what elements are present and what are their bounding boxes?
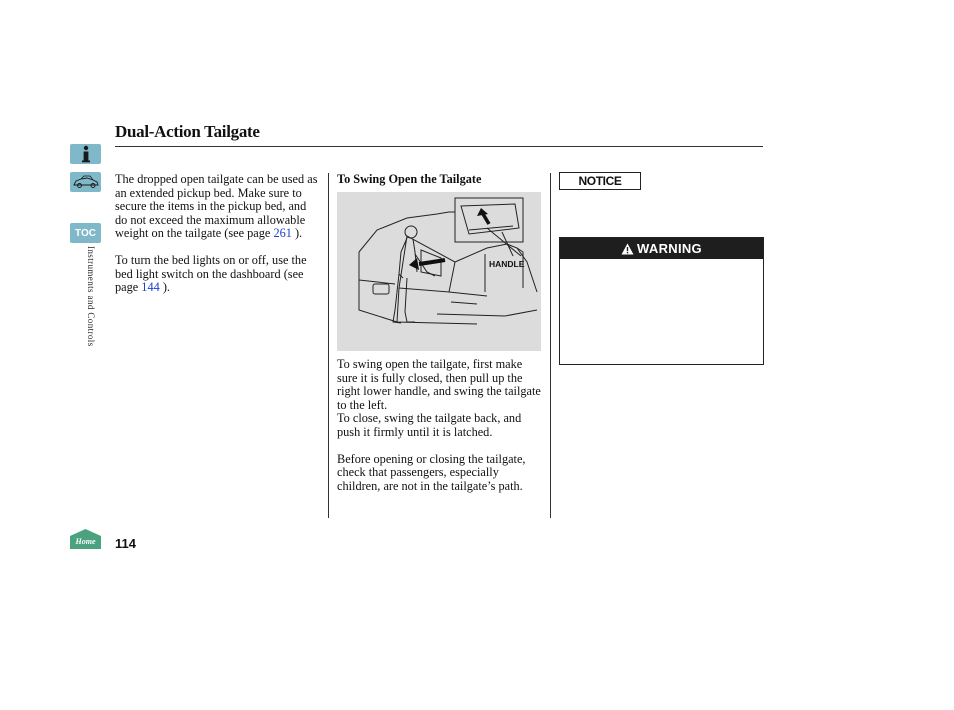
notice-box — [559, 172, 641, 190]
info-button[interactable] — [70, 144, 101, 164]
column-divider — [550, 173, 551, 518]
notice-label: NOTICE — [578, 174, 622, 188]
tailgate-illustration — [337, 192, 541, 351]
column-middle — [337, 358, 541, 507]
warning-triangle-icon — [621, 243, 634, 255]
paragraph-passenger-check: Before opening or closing the tailgate, check that passengers, especially children, are not in the tailgate’s path. — [337, 451, 526, 493]
toc-button[interactable]: TOC — [70, 223, 101, 243]
car-icon — [72, 174, 100, 190]
home-label: Home — [75, 537, 96, 546]
column-left — [115, 173, 320, 308]
home-button[interactable] — [70, 529, 101, 549]
paragraph-close: To close, swing the tailgate back, and push it firmly until it is latched. — [337, 411, 522, 439]
warning-box — [559, 237, 764, 365]
handle-label: HANDLE — [489, 259, 525, 269]
warning-label: WARNING — [637, 241, 702, 256]
paragraph-bed-lights: To turn the bed lights on or off, use the bed light switch on the dashboard (see page 144 ). — [115, 253, 307, 294]
page-title: Dual-Action Tailgate — [115, 122, 260, 141]
paragraph-tailgate-bed: The dropped open tailgate can be used as an extended pickup bed. Make sure to secure the items in the pickup bed, and do not exceed the maximum allowable weight on the tailgate (see page 261 ). — [115, 172, 318, 240]
info-icon — [80, 145, 92, 163]
title-divider — [115, 146, 763, 147]
page-link-144[interactable]: 144 — [141, 280, 160, 294]
section-label: Instruments and Controls — [86, 246, 96, 347]
warning-header — [560, 238, 763, 259]
tailgate-drawing — [337, 192, 541, 351]
column-divider — [328, 173, 329, 518]
page-number: 114 — [115, 536, 136, 551]
section-heading: To Swing Open the Tailgate — [337, 172, 482, 186]
vehicle-index-button[interactable] — [70, 172, 101, 192]
paragraph-swing-open: To swing open the tailgate, first make sure it is fully closed, then pull up the right lower handle, and swing the tailgate to the left. — [337, 357, 541, 412]
home-icon — [70, 529, 101, 549]
page-link-261[interactable]: 261 — [273, 226, 292, 240]
